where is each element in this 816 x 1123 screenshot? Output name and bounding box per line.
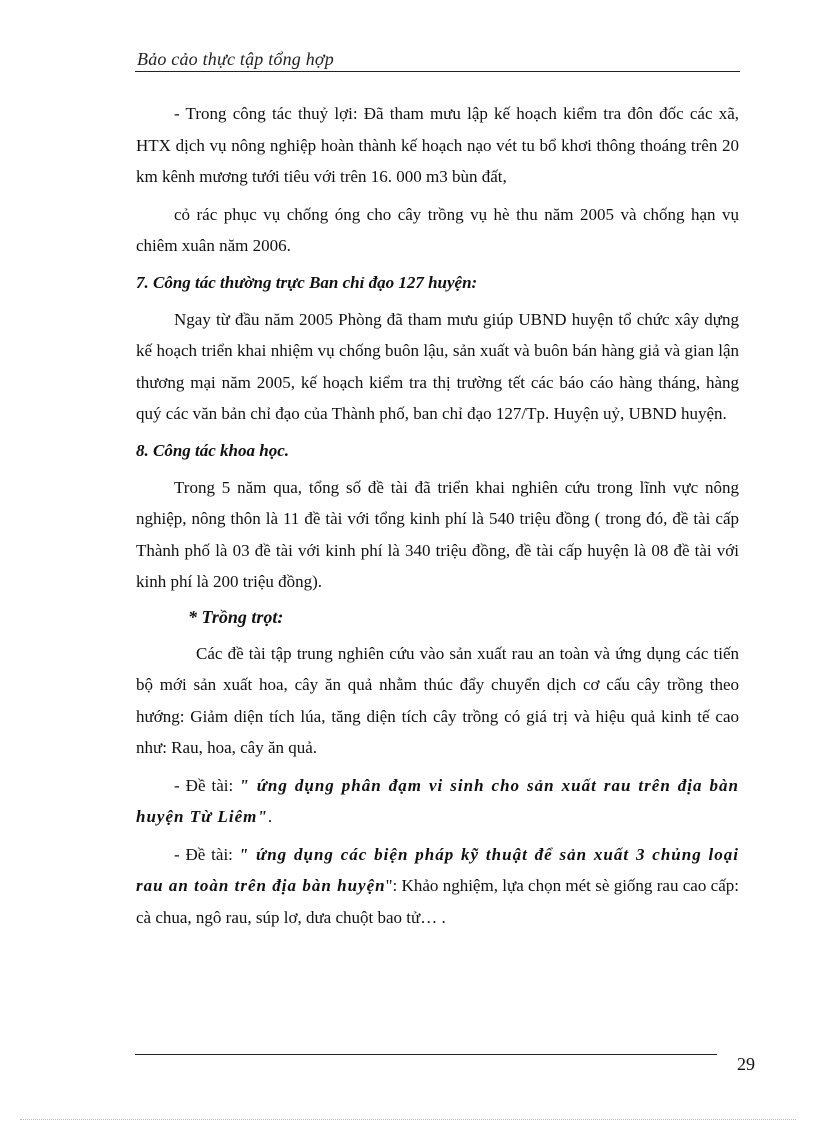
subheading-cultivation: * Trồng trọt:	[188, 606, 284, 627]
topic-2-title: " ứng dụng các biện pháp kỹ thuật để sản xuất 3 chủng loại rau an toàn trên địa bàn huyện	[136, 844, 739, 895]
section-heading-127: 7. Công tác thường trực Ban chỉ đạo 127 huyện:	[136, 272, 478, 292]
topic-1-prefix: - Đề tài:	[174, 775, 240, 795]
paragraph-research-summary: Trong 5 năm qua, tổng số đề tài đã triển khai nghiên cứu trong lĩnh vực nông nghiệp, nông thôn là 11 đề tài với tổng kinh phí là 540 triệu đồng ( trong đó, đề tài cấp Thành phố là 03 đề tài với kinh phí là 340 triệu đồng, đề tài cấp huyện là 08 đề tài với kinh phí là 200 triệu đồng).	[136, 477, 739, 591]
topic-1-title: " ứng dụng phân đạm vi sinh cho sản xuất rau trên địa bàn huyện Từ Liêm"	[136, 775, 739, 826]
topic-2-prefix: - Đề tài:	[174, 844, 239, 864]
header-rule	[135, 71, 740, 72]
paragraph-irrigation-continued: cỏ rác phục vụ chống óng cho cây trồng vụ hè thu năm 2005 và chống hạn vụ chiêm xuân năm 2006.	[136, 204, 739, 255]
header-title: Bảo cảo thực tập tổng hợp	[137, 49, 334, 69]
footer-rule	[135, 1054, 717, 1055]
topic-2-suffix: ": Khảo nghiệm, lựa chọn mét sè giống rau cao cấp: cà chua, ngô rau, súp lơ, dưa chuột bao tử… .	[136, 876, 739, 927]
paragraph-steering-committee: Ngay từ đầu năm 2005 Phòng đã tham mưu giúp UBND huyện tổ chức xây dựng kế hoạch triển khai nhiệm vụ chống buôn lậu, sản xuất và buôn bán hàng giả và gian lận thương mại năm 2005, kế hoạch kiểm tra thị trường tết các báo cáo hàng tháng, hàng quý các văn bản chỉ đạo của Thành phố, ban chỉ đạo 127/Tp. Huyện uỷ, UBND huyện.	[136, 309, 739, 423]
page-bottom-dotted-rule	[20, 1119, 796, 1120]
paragraph-irrigation: - Trong công tác thuỷ lợi: Đã tham mưu lập kế hoạch kiểm tra đôn đốc các xã, HTX dịch vụ nông nghiệp hoàn thành kế hoạch nạo vét tu bổ khơi thông thoáng trên 20 km kênh mương tưới tiêu với trên 16. 000 m3 bùn đất,	[136, 104, 739, 186]
section-heading-science: 8. Công tác khoa học.	[136, 440, 290, 460]
page-number: 29	[737, 1054, 755, 1074]
paragraph-topic-2	[136, 839, 739, 934]
topic-1-suffix: .	[267, 807, 273, 826]
page-content	[136, 98, 739, 933]
paragraph-topic-1	[136, 770, 739, 833]
paragraph-cultivation: Các đề tài tập trung nghiên cứu vào sản xuất rau an toàn và ứng dụng các tiến bộ mới sản xuất hoa, cây ăn quả nhằm thúc đẩy chuyển dịch cơ cấu cây trồng theo hướng: Giảm diện tích lúa, tăng diện tích cây trồng có giá trị và hiệu quả kinh tế cao như: Rau, hoa, cây ăn quả.	[136, 643, 739, 757]
